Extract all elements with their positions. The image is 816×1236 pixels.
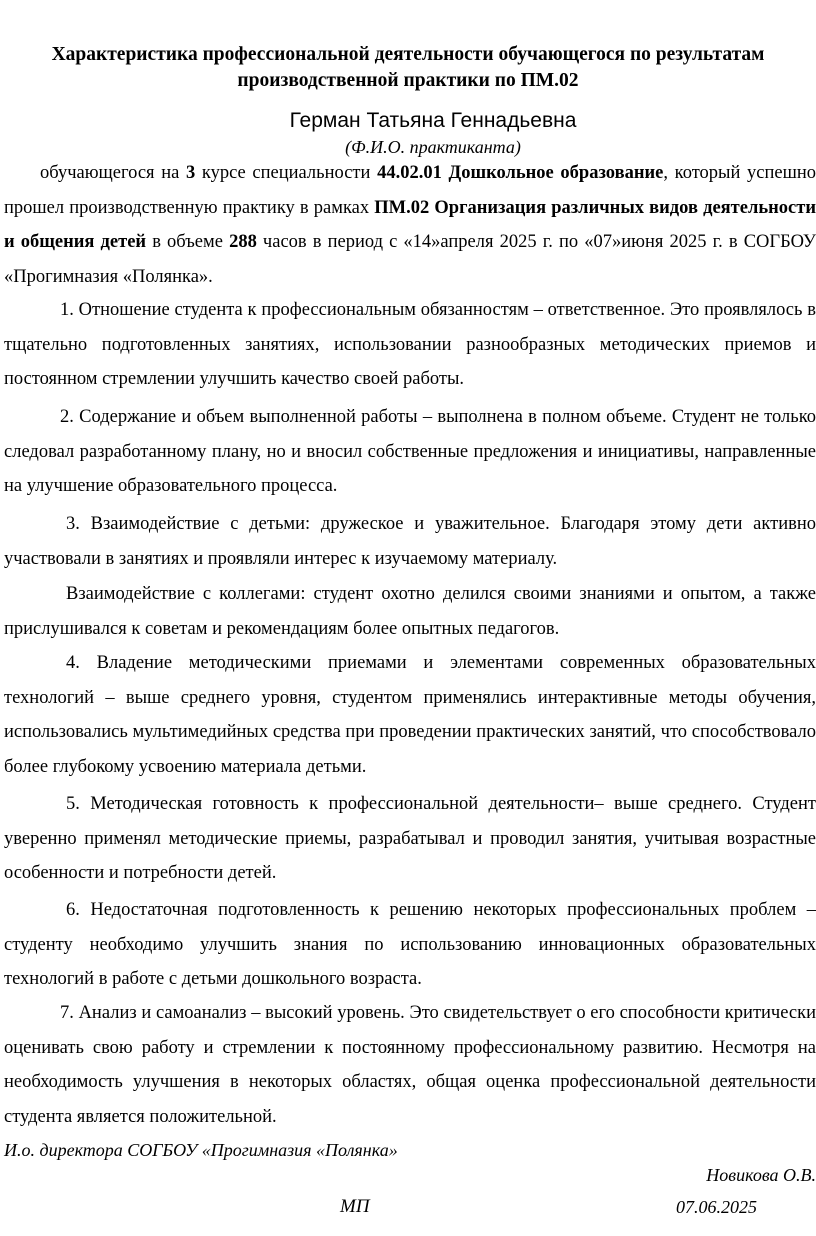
intro-text: курсе специальности xyxy=(195,163,378,183)
intro-text: в объеме xyxy=(146,232,230,252)
signer-position: И.о. директора СОГБОУ «Прогимназия «Полянка» xyxy=(4,1140,398,1160)
item-6-paragraph: 6. Недостаточная подготовленность к решению некоторых профессиональных проблем – студенту необходимо улучшить знания по использованию инновационных образовательных технологий в работе с детьми дошкольного возраста. xyxy=(4,900,816,989)
item-4-paragraph: 4. Владение методическими приемами и элементами современных образовательных технологий – выше среднего уровня, студентом применялись интерактивные методы обучения, использовались мультимедийных средства при проведении практических занятий, что способствовало более глубокому усвоению материала детьми. xyxy=(4,653,816,777)
intro-text: обучающегося на xyxy=(40,163,186,183)
course-number: 3 xyxy=(185,163,196,183)
specialty: 44.02.01 Дошкольное образование xyxy=(377,163,664,183)
signature-date: 07.06.2025 xyxy=(676,1197,757,1217)
stamp-place: МП xyxy=(340,1196,370,1217)
intro-paragraph xyxy=(4,156,816,294)
item-5-paragraph: 5. Методическая готовность к профессиональной деятельности– выше среднего. Студент уверенно применял методические приемы, разрабатывал и проводил занятия, учитывая возрастные особенности и потребности детей. xyxy=(4,794,816,883)
practice-module: ПМ.02 Организация различных видов деятельности и общения детей xyxy=(4,197,816,252)
item-1-paragraph: 1. Отношение студента к профессиональным обязанностям – ответственное. Это проявлялось в тщательно подготовленных занятиях, использовании разнообразных методических приемов и постоянном стремлении улучшить качество своей работы. xyxy=(4,300,816,389)
item-7-paragraph: 7. Анализ и самоанализ – высокий уровень. Это свидетельствует о его способности критически оценивать свою работу и стремлении к постоянному профессиональному развитию. Несмотря на необходимость улучшения в некоторых областях, общая оценка профессиональной деятельности студента является положительной. xyxy=(4,1003,816,1127)
name-caption: (Ф.И.О. практиканта) xyxy=(345,137,521,157)
item-2-paragraph: 2. Содержание и объем выполненной работы – выполнена в полном объеме. Студент не только следовал разработанному плану, но и вносил собственные предложения и инициативы, направленные на улучшение образовательного процесса. xyxy=(4,407,816,496)
document-title: Характеристика профессиональной деятельности обучающегося по результатам производственной практики по ПМ.02 xyxy=(51,44,765,91)
signer-name: Новикова О.В. xyxy=(706,1165,816,1185)
student-name: Герман Татьяна Геннадьевна xyxy=(289,109,577,132)
intro-text: , который успешно прошел производственную практику в рамках xyxy=(4,163,816,218)
colleagues-paragraph: Взаимодействие с коллегами: студент охотно делился своими знаниями и опытом, а также прислушивался к советам и рекомендациям более опытных педагогов. xyxy=(4,584,816,639)
item-3-paragraph: 3. Взаимодействие с детьми: дружеское и уважительное. Благодаря этому дети активно участвовали в занятиях и проявляли интерес к изучаемому материалу. xyxy=(4,514,816,569)
practice-hours: 288 xyxy=(229,232,257,252)
intro-text: часов в период с «14»апреля 2025 г. по «07»июня 2025 г. в СОГБОУ «Прогимназия «Полянка». xyxy=(4,232,816,287)
